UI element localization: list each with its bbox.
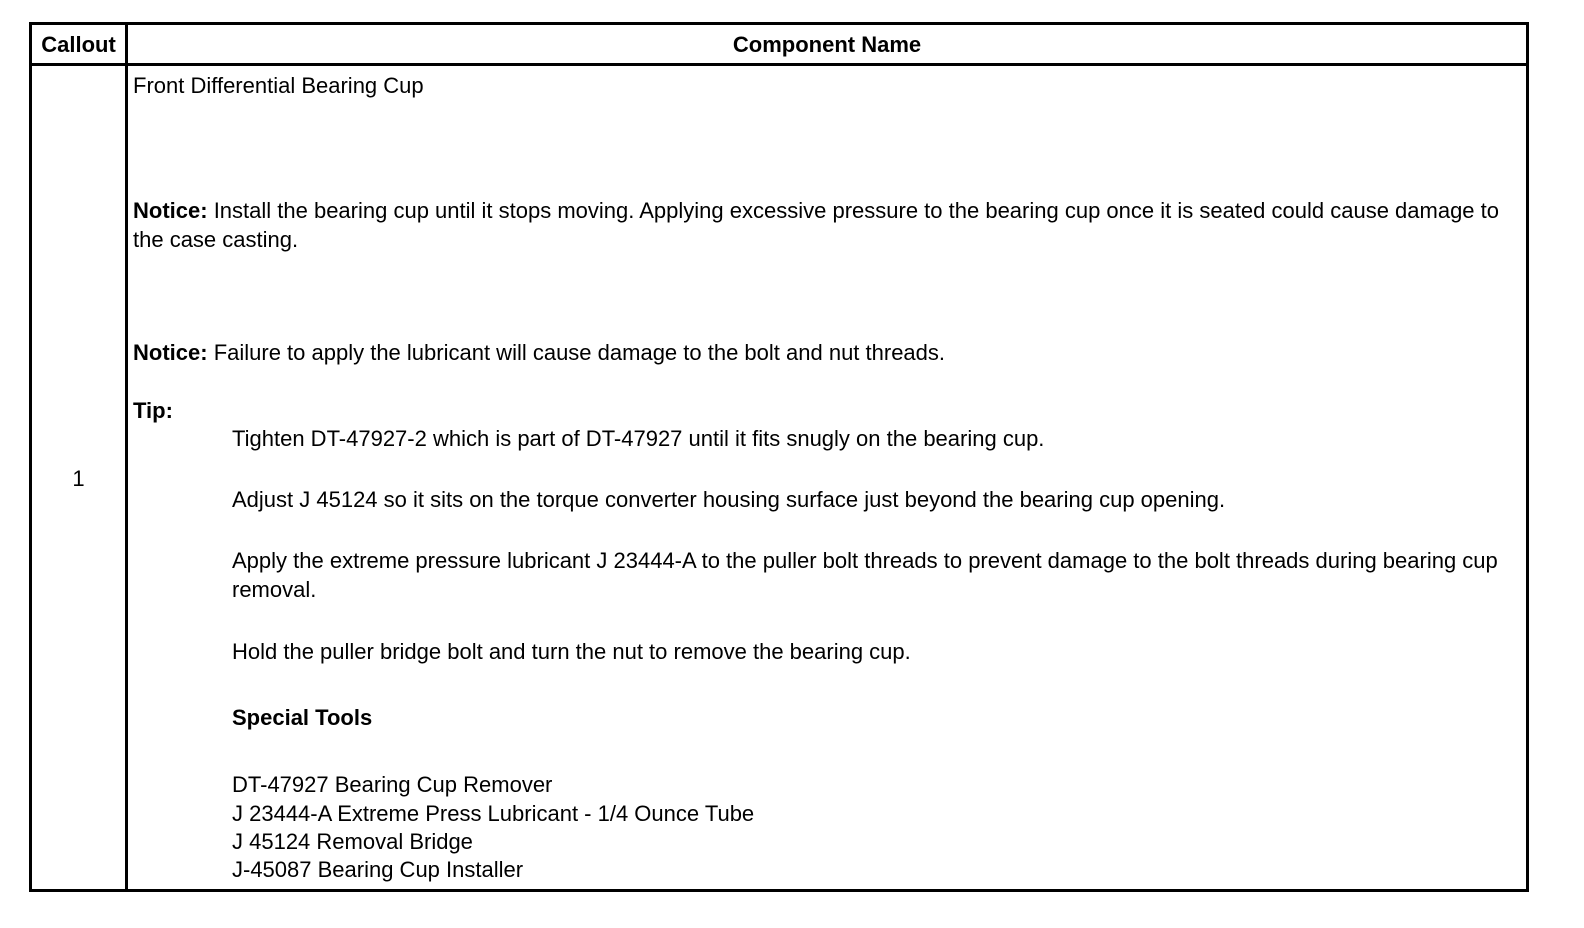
callout-number: 1 bbox=[72, 466, 85, 491]
special-tools-heading: Special Tools bbox=[232, 705, 373, 730]
notice-label: Notice: bbox=[133, 198, 208, 223]
tip-label: Tip: bbox=[133, 398, 173, 423]
special-tool-item: J-45087 Bearing Cup Installer bbox=[232, 857, 524, 882]
column-divider bbox=[125, 25, 128, 889]
header-callout: Callout bbox=[41, 32, 116, 57]
special-tool-item: DT-47927 Bearing Cup Remover bbox=[232, 772, 553, 797]
notice-text: Failure to apply the lubricant will cause damage to the bolt and nut threads. bbox=[213, 340, 946, 365]
notice-text: Install the bearing cup until it stops moving. Applying excessive pressure to the bearing cup once it is seated could cause damage to the case casting. bbox=[133, 198, 1500, 252]
notice-label: Notice: bbox=[133, 340, 208, 365]
component-title: Front Differential Bearing Cup bbox=[133, 73, 424, 98]
notice-install bbox=[133, 196, 1513, 254]
component-table bbox=[29, 22, 1529, 892]
header-component-name: Component Name bbox=[732, 32, 922, 57]
tip-step: Hold the puller bridge bolt and turn the nut to remove the bearing cup. bbox=[232, 639, 911, 664]
tip-step: Tighten DT-47927-2 which is part of DT-47927 until it fits snugly on the bearing cup. bbox=[232, 426, 1045, 451]
special-tool-item: J 45124 Removal Bridge bbox=[232, 829, 473, 854]
header-divider bbox=[32, 63, 1526, 66]
special-tool-item: J 23444-A Extreme Press Lubricant - 1/4 Ounce Tube bbox=[232, 801, 755, 826]
tip-step: Adjust J 45124 so it sits on the torque converter housing surface just beyond the bearing cup opening. bbox=[232, 487, 1226, 512]
tip-step: Apply the extreme pressure lubricant J 23444-A to the puller bolt threads to prevent damage to the bolt threads during bearing cup removal. bbox=[232, 548, 1498, 602]
notice-lubricant bbox=[133, 338, 945, 367]
